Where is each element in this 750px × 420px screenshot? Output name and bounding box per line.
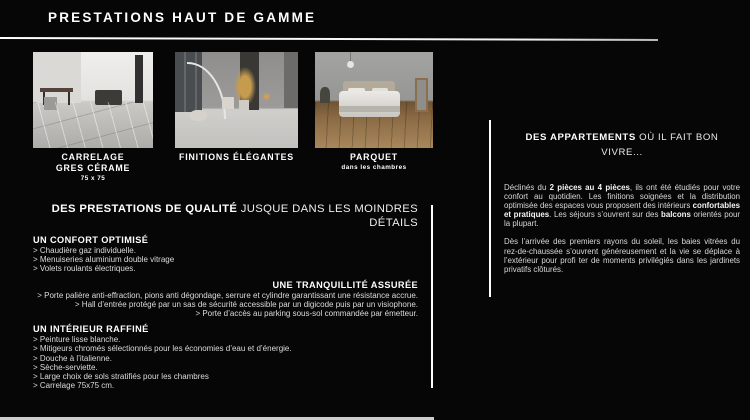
photo-parquet-bedroom	[315, 52, 433, 148]
vertical-divider-apartments	[489, 120, 491, 297]
apartments-panel	[504, 130, 740, 274]
photo-plant	[320, 87, 331, 103]
photo-wall	[284, 52, 298, 108]
photo-pendant-light	[347, 61, 354, 68]
photo-tile-floor	[33, 102, 153, 148]
list-item: > Sèche-serviette.	[33, 362, 98, 372]
list-item: > Peinture lisse blanche.	[33, 335, 121, 345]
caption-subline: 75 x 75	[80, 175, 106, 182]
photo-elegant-loft	[175, 52, 298, 148]
quality-heading	[33, 203, 418, 230]
photo-mirror	[415, 78, 428, 112]
title-underline	[0, 37, 658, 41]
caption-parquet	[315, 152, 433, 172]
quality-heading-rest: JUSQUE DANS LES MOINDRES DÉTAILS	[237, 203, 418, 229]
section-confort	[33, 235, 418, 274]
apartments-title-rest: OÙ IL FAIT BON VIVRE...	[601, 132, 719, 158]
paragraph-text: Déclinés du	[504, 183, 550, 192]
section-title: UNE TRANQUILLITÉ ASSURÉE	[272, 279, 418, 290]
apartments-title-bold: DES APPARTEMENTS	[525, 132, 636, 143]
paragraph-text: , ils ont été étudiés pour votre confort au quotidien. Les finitions soignées et la distribution optimisée des espaces vous proposent des intérieurs	[504, 183, 741, 211]
list-item: > Menuiseries aluminium double vitrage	[33, 255, 175, 265]
list-item: > Volets roulants électriques.	[33, 264, 136, 274]
paragraph-bold: 2 pièces au 4 pièces	[549, 183, 630, 192]
photo-pouf	[190, 110, 207, 122]
paragraph-text: . Les séjours s’ouvrent sur des	[549, 210, 662, 220]
paragraph-bold: confortables et pratiques	[504, 201, 740, 220]
section-title: UN INTÉRIEUR RAFFINÉ	[33, 324, 149, 335]
list-item: > Porte palière anti-effraction, pions anti dégondage, serrure et cylindre garantissant une résistance accrue.	[37, 290, 418, 300]
caption-line: CARRELAGE	[61, 152, 125, 162]
photo-bed	[339, 91, 400, 117]
list-item: > Mitigeurs chromés sélectionnés pour les économies d’eau et d’énergie.	[33, 344, 292, 354]
photo-blanket	[339, 106, 400, 112]
paragraph-text: orientés pour la plupart.	[504, 210, 740, 229]
photo-curtain	[135, 55, 143, 103]
list-item: > Carrelage 75x75 cm.	[33, 381, 115, 391]
apartments-title	[504, 130, 740, 160]
section-title: UN CONFORT OPTIMISÉ	[33, 235, 149, 245]
quality-column	[33, 203, 418, 396]
page-title: PRESTATIONS HAUT DE GAMME	[48, 10, 317, 25]
quality-heading-bold: DES PRESTATIONS DE QUALITÉ	[51, 203, 238, 215]
caption-line: PARQUET	[350, 152, 398, 162]
section-interieur	[33, 324, 418, 390]
section-tranquillite	[33, 280, 418, 319]
caption-subline: dans les chambres	[341, 164, 407, 171]
list-item: > Porte d’accès au parking sous-sol commandée par émetteur.	[195, 309, 418, 319]
photo-armchair	[239, 100, 249, 110]
list-item: > Large choix de sols stratifiés pour les chambres	[33, 372, 209, 382]
caption-carrelage	[33, 152, 153, 183]
paragraph-bold: balcons	[661, 210, 691, 220]
photo-fireplace	[262, 92, 271, 101]
caption-line: FINITIONS ÉLÉGANTES	[179, 152, 294, 162]
photo-tiled-living-room	[33, 52, 153, 148]
list-item: > Douche à l’italienne.	[33, 353, 112, 363]
caption-line: GRES CÉRAME	[55, 163, 131, 173]
list-item: > Chaudière gaz individuelle.	[33, 246, 136, 255]
caption-finitions	[175, 152, 298, 163]
apartments-paragraph-2: Dès l’arrivée des premiers rayons du soleil, les baies vitrées du rez-de-chaussée s’ouvrent généreusement et la vie se déplace à l’extérieur pour profi ter de moments privilégiés dans les jardinets privatifs clôturés.	[504, 237, 740, 274]
photo-armchair	[222, 97, 234, 109]
list-item: > Hall d’entrée protégé par un sas de sécurité accessible par un digicode puis par un visiophone.	[74, 299, 418, 309]
vertical-divider-main	[431, 205, 433, 388]
photo-wall	[33, 52, 81, 103]
apartments-paragraph-1	[504, 183, 740, 228]
